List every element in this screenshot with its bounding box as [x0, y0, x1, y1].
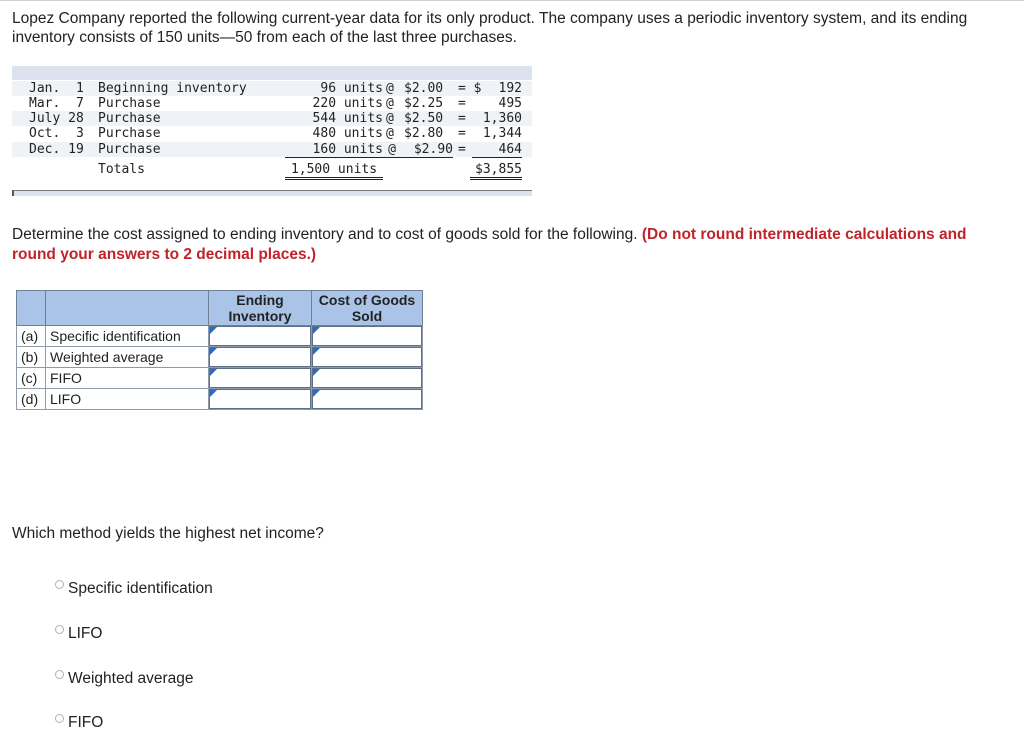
cogs-input-c[interactable]: [312, 368, 422, 388]
row-letter: (d): [17, 389, 46, 410]
cogs-cell: [312, 389, 423, 410]
input-flag-icon: [210, 348, 217, 355]
cogs-cell: [312, 368, 423, 389]
net-income-question: Which method yields the highest net income?: [12, 525, 324, 542]
ending-inventory-cell: [209, 347, 312, 368]
input-flag-icon: [210, 369, 217, 376]
inventory-row: Jan. 1 Beginning inventory 96 units @ $2.00 = $ 192: [12, 81, 532, 96]
option-specific-identification[interactable]: [55, 580, 213, 598]
row-letter: (b): [17, 347, 46, 368]
answer-row: [17, 368, 423, 389]
cogs-input-b[interactable]: [312, 347, 422, 367]
panel-header-band: [12, 66, 532, 80]
inventory-data-panel: [12, 66, 532, 196]
inventory-row: Oct. 3 Purchase 480 units @ $2.80 = 1,344: [29, 126, 522, 141]
header-letter-cell: [17, 291, 46, 326]
answer-table-header: [17, 291, 423, 326]
answer-row: [17, 326, 423, 347]
problem-intro: Lopez Company reported the following current-year data for its only product. The company uses a periodic inventory system, and its ending inventory consists of 150 units—50 from each of the last three purchases.: [12, 10, 968, 46]
option-label: Specific identification: [68, 580, 213, 597]
cogs-cell: [312, 347, 423, 368]
cogs-cell: [312, 326, 423, 347]
row-letter: (a): [17, 326, 46, 347]
input-flag-icon: [313, 327, 320, 334]
input-flag-icon: [313, 348, 320, 355]
option-lifo[interactable]: [55, 625, 102, 643]
instruction-emphasis: (Do not round intermediate calculations and round your answers to 2 decimal places.): [12, 226, 967, 263]
header-cogs: Cost of Goods Sold: [312, 291, 423, 326]
answer-row: [17, 347, 423, 368]
radio-button[interactable]: [55, 580, 64, 589]
instruction-text: Determine the cost assigned to ending inventory and to cost of goods sold for the following.: [12, 226, 642, 243]
header-method-cell: [46, 291, 209, 326]
header-ending-inventory: Ending Inventory: [209, 291, 312, 326]
inventory-totals-row: Totals 1,500 units $3,855: [12, 162, 532, 177]
answer-row: [17, 389, 423, 410]
row-method: Weighted average: [46, 347, 209, 368]
row-method: Specific identification: [46, 326, 209, 347]
option-label: LIFO: [68, 625, 103, 642]
radio-button[interactable]: [55, 714, 64, 723]
inventory-row: Mar. 7 Purchase 220 units @ $2.25 = 495: [29, 96, 522, 111]
ending-inventory-input-d[interactable]: [209, 389, 311, 409]
inventory-row: Dec. 19 Purchase 160 units @ $2.90 = 464: [12, 142, 532, 157]
ending-inventory-input-b[interactable]: [209, 347, 311, 367]
cogs-input-d[interactable]: [312, 389, 422, 409]
row-letter: (c): [17, 368, 46, 389]
input-flag-icon: [210, 390, 217, 397]
cogs-input-a[interactable]: [312, 326, 422, 346]
ending-inventory-input-a[interactable]: [209, 326, 311, 346]
input-flag-icon: [210, 327, 217, 334]
instructions: [12, 225, 1007, 265]
inventory-row: July 28 Purchase 544 units @ $2.50 = 1,360: [12, 111, 532, 126]
top-divider: [0, 0, 1024, 1]
input-flag-icon: [313, 369, 320, 376]
row-method: FIFO: [46, 368, 209, 389]
option-fifo[interactable]: [55, 714, 103, 732]
answer-table: [16, 290, 423, 410]
row-method: LIFO: [46, 389, 209, 410]
ending-inventory-cell: [209, 326, 312, 347]
ending-inventory-cell: [209, 368, 312, 389]
input-flag-icon: [313, 390, 320, 397]
option-label: Weighted average: [68, 670, 194, 687]
option-weighted-average[interactable]: [55, 670, 194, 688]
panel-bottom-bar: [12, 190, 532, 196]
option-label: FIFO: [68, 714, 104, 731]
radio-button[interactable]: [55, 670, 64, 679]
radio-button[interactable]: [55, 625, 64, 634]
ending-inventory-input-c[interactable]: [209, 368, 311, 388]
ending-inventory-cell: [209, 389, 312, 410]
